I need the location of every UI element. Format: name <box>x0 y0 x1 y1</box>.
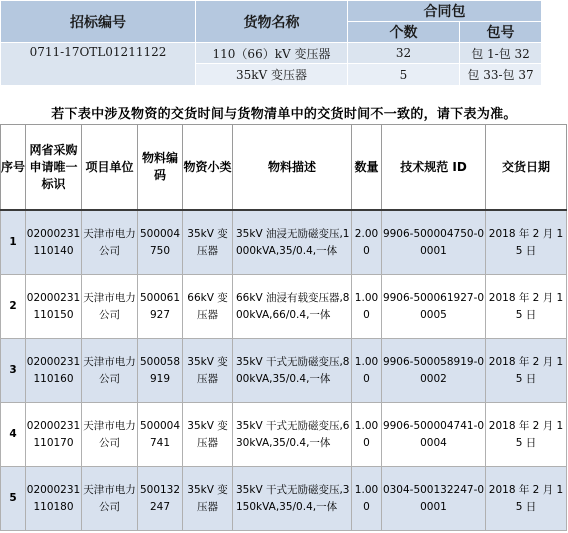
category-cell: 66kV 变压器 <box>183 275 233 339</box>
material-code-cell: 500004741 <box>138 403 183 467</box>
header-count: 个数 <box>348 22 460 43</box>
request-id-cell: 02000231110170 <box>26 403 82 467</box>
count-cell: 5 <box>348 64 460 86</box>
seq-cell: 1 <box>1 210 26 275</box>
seq-cell: 5 <box>1 467 26 531</box>
description-cell: 66kV 油浸有载变压器,800kVA,66/0.4,一体 <box>233 275 352 339</box>
bid-summary-table <box>0 0 542 86</box>
header-bid-no: 招标编号 <box>1 1 196 43</box>
goods-name-cell: 110（66）kV 变压器 <box>196 43 348 64</box>
project-unit-cell: 天津市电力公司 <box>82 210 138 275</box>
table-row <box>1 339 567 403</box>
material-detail-table <box>0 124 567 531</box>
project-unit-cell: 天津市电力公司 <box>82 467 138 531</box>
project-unit-cell: 天津市电力公司 <box>82 403 138 467</box>
description-cell: 35kV 油浸无励磁变压,1000kVA,35/0.4,一体 <box>233 210 352 275</box>
material-code-cell: 500061927 <box>138 275 183 339</box>
package-no-cell: 包 33-包 37 <box>460 64 542 86</box>
quantity-cell: 1.000 <box>352 467 382 531</box>
seq-cell: 4 <box>1 403 26 467</box>
col-header-category: 物资小类 <box>183 125 233 211</box>
header-contract-package: 合同包 <box>348 1 542 22</box>
delivery-date-cell: 2018 年 2 月 15 日 <box>486 275 567 339</box>
project-unit-cell: 天津市电力公司 <box>82 339 138 403</box>
table-row <box>1 403 567 467</box>
spec-id-cell: 0304-500132247-00001 <box>382 467 486 531</box>
quantity-cell: 1.000 <box>352 275 382 339</box>
description-cell: 35kV 干式无励磁变压,3150kVA,35/0.4,一体 <box>233 467 352 531</box>
seq-cell: 2 <box>1 275 26 339</box>
request-id-cell: 02000231110140 <box>26 210 82 275</box>
description-cell: 35kV 干式无励磁变压,630kVA,35/0.4,一体 <box>233 403 352 467</box>
col-header-seq: 序号 <box>1 125 26 211</box>
request-id-cell: 02000231110160 <box>26 339 82 403</box>
table-row <box>1 210 567 275</box>
quantity-cell: 1.000 <box>352 339 382 403</box>
col-header-description: 物料描述 <box>233 125 352 211</box>
header-package-no: 包号 <box>460 22 542 43</box>
category-cell: 35kV 变压器 <box>183 339 233 403</box>
col-header-quantity: 数量 <box>352 125 382 211</box>
category-cell: 35kV 变压器 <box>183 467 233 531</box>
category-cell: 35kV 变压器 <box>183 403 233 467</box>
col-header-project-unit: 项目单位 <box>82 125 138 211</box>
project-unit-cell: 天津市电力公司 <box>82 275 138 339</box>
count-cell: 32 <box>348 43 460 64</box>
delivery-date-cell: 2018 年 2 月 15 日 <box>486 339 567 403</box>
package-no-cell: 包 1-包 32 <box>460 43 542 64</box>
col-header-delivery-date: 交货日期 <box>486 125 567 211</box>
bid-no-value: 0711-17OTL01211122 <box>1 43 196 86</box>
quantity-cell: 2.000 <box>352 210 382 275</box>
table-row <box>1 467 567 531</box>
seq-cell: 3 <box>1 339 26 403</box>
request-id-cell: 02000231110180 <box>26 467 82 531</box>
request-id-cell: 02000231110150 <box>26 275 82 339</box>
col-header-spec-id: 技术规范 ID <box>382 125 486 211</box>
spec-id-cell: 9906-500061927-00005 <box>382 275 486 339</box>
material-code-cell: 500058919 <box>138 339 183 403</box>
material-code-cell: 500132247 <box>138 467 183 531</box>
material-code-cell: 500004750 <box>138 210 183 275</box>
table-row <box>1 275 567 339</box>
col-header-material-code: 物料编码 <box>138 125 183 211</box>
delivery-date-cell: 2018 年 2 月 15 日 <box>486 210 567 275</box>
spec-id-cell: 9906-500058919-00002 <box>382 339 486 403</box>
notice-text: 若下表中涉及物资的交货时间与货物清单中的交货时间不一致的，请下表为准。 <box>51 107 517 122</box>
header-goods-name: 货物名称 <box>196 1 348 43</box>
description-cell: 35kV 干式无励磁变压,800kVA,35/0.4,一体 <box>233 339 352 403</box>
category-cell: 35kV 变压器 <box>183 210 233 275</box>
quantity-cell: 1.000 <box>352 403 382 467</box>
delivery-date-cell: 2018 年 2 月 15 日 <box>486 467 567 531</box>
spec-id-cell: 9906-500004750-00001 <box>382 210 486 275</box>
delivery-date-cell: 2018 年 2 月 15 日 <box>486 403 567 467</box>
col-header-request-id: 网省采购申请唯一标识 <box>26 125 82 211</box>
goods-name-cell: 35kV 变压器 <box>196 64 348 86</box>
spec-id-cell: 9906-500004741-00004 <box>382 403 486 467</box>
